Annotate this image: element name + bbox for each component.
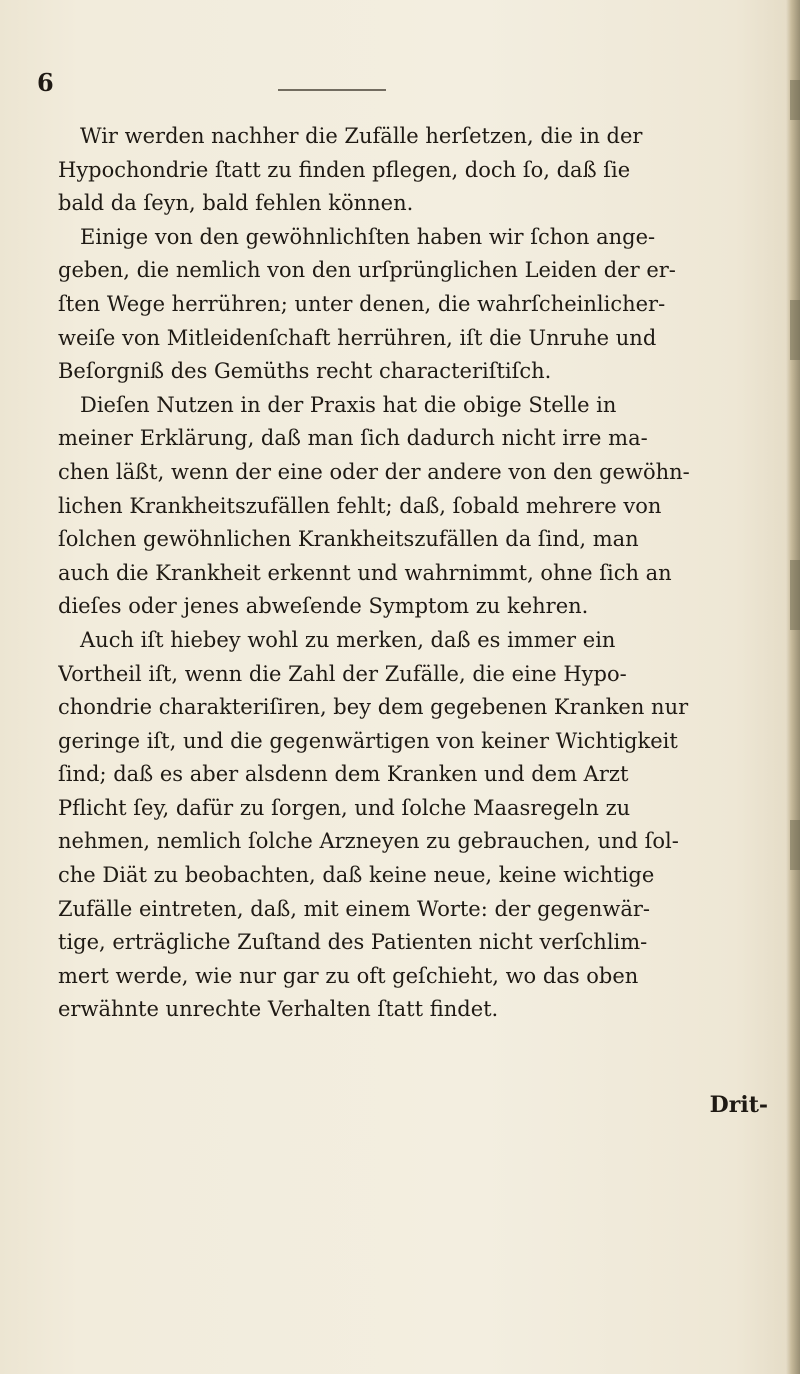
text-line: bald da ſeyn, bald fehlen können. [58,191,414,216]
text-line: ſind; daß es aber alsdenn dem Kranken und dem Arzt [58,762,629,787]
text-line: Dieſen Nutzen in der Praxis hat die obige Stelle in [80,392,617,417]
text-line: chen läßt, wenn der eine oder der andere von den gewöhn- [58,459,690,484]
text-line: Wir werden nachher die Zufälle herſetzen, die in der [80,124,643,148]
body-text [58,120,768,1027]
page-edge-mark [790,560,800,630]
header-rule [278,89,386,91]
page-edge-mark [790,300,800,360]
text-line: geringe iſt, und die gegenwärtigen von keiner Wichtigkeit [58,728,678,753]
text-line: ſolchen gewöhnlichen Krankheitszufällen da ſind, man [58,527,639,552]
text-line: Zufälle eintreten, daß, mit einem Worte: der gegenwär- [58,896,650,921]
text-line: Pflicht ſey, dafür zu ſorgen, und ſolche Maasregeln zu [58,795,631,820]
text-line: weiſe von Mitleidenſchaft herrühren, iſt die Unruhe und [58,325,657,350]
catchword: Drit- [709,1092,768,1118]
text-line: lichen Krankheitszufällen fehlt; daß, ſobald mehrere von [58,493,662,518]
text-line: geben, die nemlich von den urſprünglichen Leiden der er- [58,258,676,283]
text-line: tige, erträgliche Zuſtand des Patienten nicht verſchlim- [58,930,648,955]
page-edge-mark [790,820,800,870]
text-line: Beſorgniß des Gemüths recht characteriſtiſch. [58,359,552,384]
text-line: Einige von den gewöhnlichſten haben wir ſchon ange- [80,224,656,249]
text-line: dieſes oder jenes abweſende Symptom zu kehren. [58,594,589,619]
page-edge-mark [790,80,800,120]
text-line: ſten Wege herrühren; unter denen, die wahrſcheinlicher- [58,291,666,316]
text-line: meiner Erklärung, daß man ſich dadurch nicht irre ma- [58,426,648,451]
text-line: Vortheil iſt, wenn die Zahl der Zufälle, die eine Hypo- [58,661,627,686]
text-line: che Diät zu beobachten, daß keine neue, keine wichtige [58,863,655,888]
page-edge-shadow [786,0,800,1374]
page-number: 6 [37,68,54,97]
text-line: Hypochondrie ſtatt zu finden pflegen, doch ſo, daß ſie [58,157,631,182]
text-line: Auch iſt hiebey wohl zu merken, daß es immer ein [80,627,616,652]
text-line: nehmen, nemlich ſolche Arzneyen zu gebrauchen, und ſol- [58,829,679,854]
text-line: mert werde, wie nur gar zu oft geſchieht, wo das oben [58,963,639,988]
text-line: chondrie charakteriſiren, bey dem gegebenen Kranken nur [58,695,689,720]
text-line: erwähnte unrechte Verhalten ſtatt findet. [58,997,499,1022]
text-line: auch die Krankheit erkennt und wahrnimmt, ohne ſich an [58,560,672,585]
